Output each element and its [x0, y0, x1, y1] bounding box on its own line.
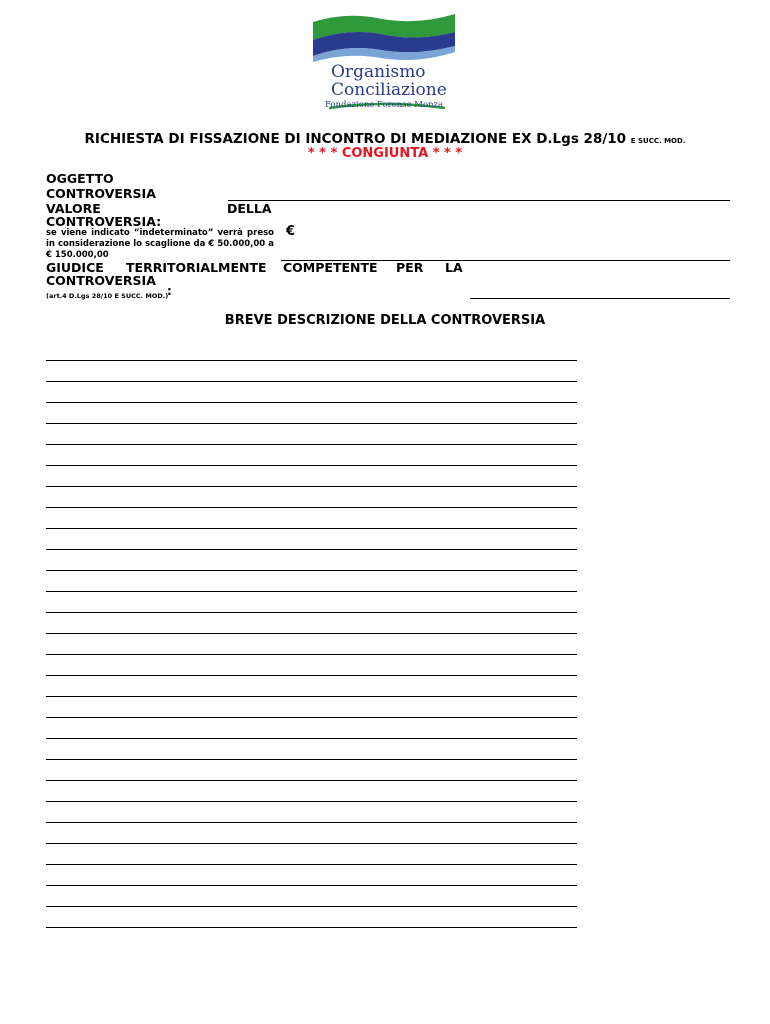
giudice-word-1: GIUDICE [46, 260, 104, 275]
giudice-field[interactable] [470, 298, 730, 299]
description-line[interactable] [46, 886, 577, 907]
description-line[interactable] [46, 403, 577, 424]
description-line[interactable] [46, 907, 577, 928]
description-line[interactable] [46, 361, 577, 382]
description-lines[interactable] [46, 340, 577, 928]
description-line[interactable] [46, 550, 577, 571]
valore-label-3: CONTROVERSIA: [46, 214, 162, 229]
giudice-word-5: LA [445, 260, 463, 275]
description-line[interactable] [46, 340, 577, 361]
description-line[interactable] [46, 865, 577, 886]
oggetto-label-2: CONTROVERSIA [46, 186, 156, 201]
giudice-colon: : [167, 284, 172, 298]
page-title-suffix: E SUCC. MOD. [630, 137, 686, 145]
euro-symbol: € [286, 224, 296, 239]
page-subtitle: * * * CONGIUNTA * * * [307, 146, 463, 161]
description-line[interactable] [46, 781, 577, 802]
logo-text-organismo: Organismo [331, 62, 426, 82]
giudice-word-4: PER [396, 260, 424, 275]
description-line[interactable] [46, 592, 577, 613]
oggetto-label-1: OGGETTO [46, 171, 114, 186]
description-line[interactable] [46, 508, 577, 529]
description-line[interactable] [46, 802, 577, 823]
description-title: BREVE DESCRIZIONE DELLA CONTROVERSIA [224, 313, 546, 328]
description-line[interactable] [46, 823, 577, 844]
page-title [0, 131, 770, 147]
logo-text-conciliazione: Conciliazione [331, 80, 447, 100]
description-line[interactable] [46, 613, 577, 634]
description-line[interactable] [46, 655, 577, 676]
oggetto-field[interactable] [228, 200, 730, 201]
description-line[interactable] [46, 571, 577, 592]
description-line[interactable] [46, 844, 577, 865]
page-title-text: RICHIESTA DI FISSAZIONE DI INCONTRO DI MEDIAZIONE EX D.Lgs 28/10 [84, 131, 627, 147]
description-line[interactable] [46, 445, 577, 466]
description-line[interactable] [46, 739, 577, 760]
giudice-reference: (art.4 D.Lgs 28/10 E SUCC. MOD.) [46, 292, 169, 300]
logo-text-fondazione: Fondazione Forense Monza [325, 100, 444, 110]
description-line[interactable] [46, 466, 577, 487]
giudice-word-3: COMPETENTE [283, 260, 378, 275]
description-line[interactable] [46, 487, 577, 508]
valore-label-2: DELLA [227, 201, 272, 216]
organismo-logo [305, 12, 465, 112]
description-line[interactable] [46, 718, 577, 739]
description-line[interactable] [46, 760, 577, 781]
description-line[interactable] [46, 634, 577, 655]
giudice-word-2: TERRITORIALMENTE [126, 260, 267, 275]
valore-label-1: VALORE [46, 201, 101, 216]
description-line[interactable] [46, 697, 577, 718]
giudice-word-6: CONTROVERSIA [46, 273, 156, 288]
description-line[interactable] [46, 676, 577, 697]
description-line[interactable] [46, 382, 577, 403]
description-line[interactable] [46, 424, 577, 445]
valore-note: se viene indicato “indeterminato” verrà preso in considerazione lo scaglione da € 50.000,00 a € 150.000,00 [46, 228, 274, 260]
description-line[interactable] [46, 529, 577, 550]
